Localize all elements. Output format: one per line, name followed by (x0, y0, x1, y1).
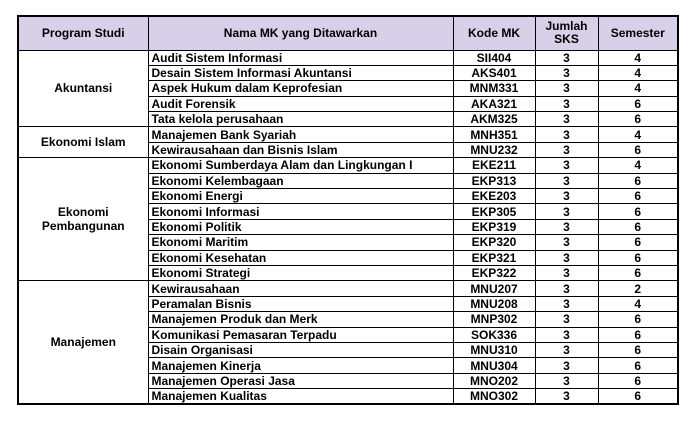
course-name-cell: Manajemen Produk dan Merk (148, 312, 453, 327)
course-name-cell: Audit Forensik (148, 96, 453, 111)
header-sks-line1: Jumlah (545, 19, 588, 34)
program-studi-cell (18, 281, 148, 405)
sks-cell: 3 (535, 235, 598, 250)
course-name-cell: Ekonomi Informasi (148, 204, 453, 219)
sks-cell: 3 (535, 389, 598, 405)
course-code-cell: AKS401 (453, 65, 535, 80)
course-code-cell: MNO302 (453, 389, 535, 405)
course-name-cell: Peramalan Bisnis (148, 296, 453, 311)
semester-cell: 6 (598, 327, 678, 342)
header-semester: Semester (598, 16, 678, 50)
header-nama-mk: Nama MK yang Ditawarkan (148, 16, 453, 50)
course-code-cell: EKP322 (453, 265, 535, 280)
course-code-cell: MNU232 (453, 142, 535, 157)
course-name-cell: Ekonomi Politik (148, 219, 453, 234)
program-studi-label: Ekonomi (57, 205, 109, 220)
sks-cell: 3 (535, 312, 598, 327)
semester-cell: 2 (598, 281, 678, 296)
course-code-cell: MNU304 (453, 358, 535, 373)
course-name-cell: Ekonomi Maritim (148, 235, 453, 250)
sks-cell: 3 (535, 127, 598, 142)
semester-cell: 6 (598, 219, 678, 234)
course-name-cell: Manajemen Operasi Jasa (148, 373, 453, 388)
sks-cell: 3 (535, 65, 598, 80)
sks-cell: 3 (535, 373, 598, 388)
sks-cell: 3 (535, 342, 598, 357)
header-kode-mk: Kode MK (453, 16, 535, 50)
table-header-row (18, 16, 678, 50)
program-studi-cell (18, 127, 148, 158)
program-studi-label: Ekonomi Islam (40, 135, 126, 150)
course-name-cell: Manajemen Kualitas (148, 389, 453, 405)
header-jumlah-sks (535, 16, 598, 50)
course-name-cell: Kewirausahaan (148, 281, 453, 296)
sks-cell: 3 (535, 158, 598, 173)
course-name-cell: Manajemen Kinerja (148, 358, 453, 373)
header-program-studi: Program Studi (18, 16, 148, 50)
program-studi-label: Akuntansi (54, 81, 113, 96)
semester-cell: 6 (598, 142, 678, 157)
course-name-cell: Tata kelola perusahaan (148, 112, 453, 127)
course-name-cell: Ekonomi Strategi (148, 265, 453, 280)
course-code-cell: MNU310 (453, 342, 535, 357)
course-code-cell: EKE203 (453, 189, 535, 204)
semester-cell: 6 (598, 173, 678, 188)
semester-cell: 4 (598, 65, 678, 80)
semester-cell: 6 (598, 358, 678, 373)
course-code-cell: EKP313 (453, 173, 535, 188)
course-code-cell: AKA321 (453, 96, 535, 111)
sks-cell: 3 (535, 327, 598, 342)
course-code-cell: MNU207 (453, 281, 535, 296)
course-name-cell: Komunikasi Pemasaran Terpadu (148, 327, 453, 342)
course-name-cell: Disain Organisasi (148, 342, 453, 357)
program-studi-cell (18, 158, 148, 281)
course-code-cell: EKP319 (453, 219, 535, 234)
semester-cell: 6 (598, 389, 678, 405)
table-row (18, 50, 678, 65)
table-row (18, 127, 678, 142)
sks-cell: 3 (535, 81, 598, 96)
semester-cell: 6 (598, 112, 678, 127)
table-row (18, 158, 678, 173)
sks-cell: 3 (535, 96, 598, 111)
table-row (18, 281, 678, 296)
course-name-cell: Kewirausahaan dan Bisnis Islam (148, 142, 453, 157)
semester-cell: 6 (598, 96, 678, 111)
semester-cell: 6 (598, 250, 678, 265)
semester-cell: 4 (598, 296, 678, 311)
course-code-cell: AKM325 (453, 112, 535, 127)
course-table-container (17, 15, 677, 405)
semester-cell: 4 (598, 127, 678, 142)
semester-cell: 6 (598, 342, 678, 357)
course-table (17, 15, 679, 405)
course-name-cell: Ekonomi Kelembagaan (148, 173, 453, 188)
sks-cell: 3 (535, 219, 598, 234)
course-code-cell: SOK336 (453, 327, 535, 342)
sks-cell: 3 (535, 296, 598, 311)
semester-cell: 4 (598, 81, 678, 96)
course-name-cell: Ekonomi Energi (148, 189, 453, 204)
course-code-cell: EKP320 (453, 235, 535, 250)
semester-cell: 6 (598, 312, 678, 327)
sks-cell: 3 (535, 189, 598, 204)
program-studi-label: Manajemen (50, 335, 116, 350)
sks-cell: 3 (535, 265, 598, 280)
program-studi-label: Pembangunan (41, 219, 125, 234)
course-name-cell: Ekonomi Kesehatan (148, 250, 453, 265)
course-name-cell: Audit Sistem Informasi (148, 50, 453, 65)
sks-cell: 3 (535, 250, 598, 265)
semester-cell: 6 (598, 265, 678, 280)
sks-cell: 3 (535, 358, 598, 373)
course-code-cell: MNH351 (453, 127, 535, 142)
course-code-cell: MNP302 (453, 312, 535, 327)
sks-cell: 3 (535, 50, 598, 65)
course-code-cell: EKP305 (453, 204, 535, 219)
sks-cell: 3 (535, 204, 598, 219)
semester-cell: 4 (598, 50, 678, 65)
semester-cell: 6 (598, 189, 678, 204)
course-code-cell: MNO202 (453, 373, 535, 388)
course-name-cell: Aspek Hukum dalam Keprofesian (148, 81, 453, 96)
semester-cell: 4 (598, 158, 678, 173)
header-sks-line2: SKS (554, 32, 579, 47)
course-code-cell: MNM331 (453, 81, 535, 96)
sks-cell: 3 (535, 281, 598, 296)
program-studi-cell (18, 50, 148, 127)
course-name-cell: Ekonomi Sumberdaya Alam dan Lingkungan I (148, 158, 453, 173)
sks-cell: 3 (535, 173, 598, 188)
course-name-cell: Desain Sistem Informasi Akuntansi (148, 65, 453, 80)
sks-cell: 3 (535, 142, 598, 157)
course-name-cell: Manajemen Bank Syariah (148, 127, 453, 142)
course-code-cell: SII404 (453, 50, 535, 65)
table-body (18, 50, 678, 404)
sks-cell: 3 (535, 112, 598, 127)
semester-cell: 6 (598, 373, 678, 388)
semester-cell: 6 (598, 235, 678, 250)
course-code-cell: MNU208 (453, 296, 535, 311)
course-code-cell: EKE211 (453, 158, 535, 173)
course-code-cell: EKP321 (453, 250, 535, 265)
semester-cell: 6 (598, 204, 678, 219)
